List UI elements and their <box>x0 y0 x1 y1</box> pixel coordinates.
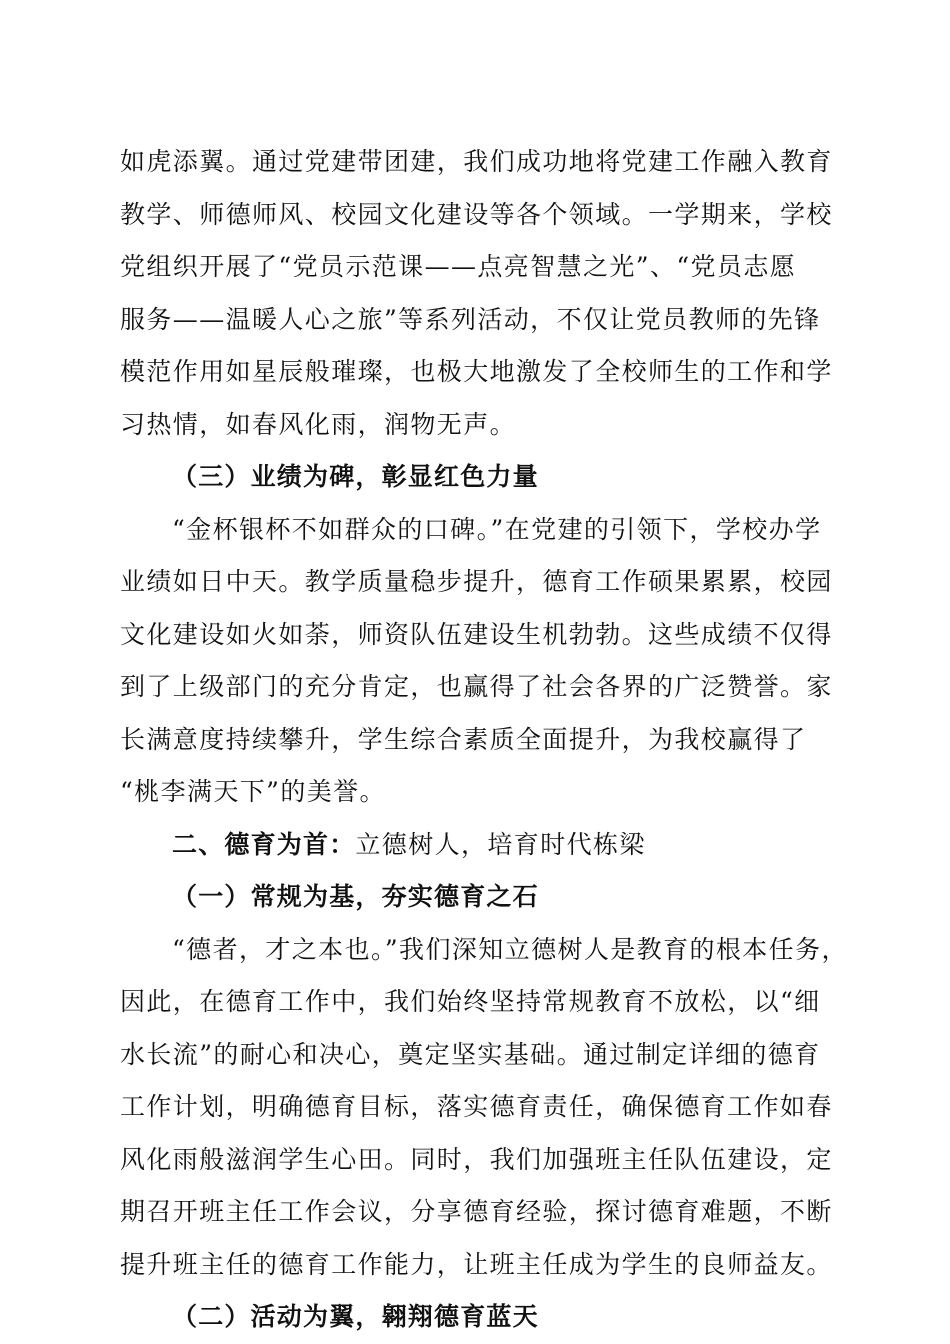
paragraph-party-activities <box>120 136 833 451</box>
text-line: 服务——温暖人心之旅”等系列活动，不仅让党员教师的先锋 <box>120 304 821 334</box>
text-line: 期召开班主任工作会议，分享德育经验，探讨德育难题，不断 <box>120 1197 833 1226</box>
text-line: 水长流”的耐心和决心，奠定坚实基础。通过制定详细的德育 <box>120 1039 821 1069</box>
subsection-heading-2-2: （二）活动为翼，翱翔德育蓝天 <box>172 1302 539 1331</box>
text-line: “桃李满天下”的美誉。 <box>120 777 386 806</box>
section-heading-2 <box>120 819 824 872</box>
text-line: 党组织开展了“党员示范课——点亮智慧之光”、“党员志愿 <box>120 252 797 281</box>
section-heading-prefix: 二、德育为首： <box>172 829 356 859</box>
text-line: 教学、师德师风、校园文化建设等各个领域。一学期来，学校 <box>120 199 833 229</box>
text-line: “金杯银杯不如群众的口碑。”在党建的引领下，学校办学 <box>172 514 822 544</box>
text-line: 习热情，如春风化雨，润物无声。 <box>120 409 517 439</box>
subsection-heading-2-1: （一）常规为基，夯实德育之石 <box>172 882 539 911</box>
document-body <box>120 136 848 1344</box>
paragraph-moral-education-routine <box>120 924 848 1292</box>
text-line: 到了上级部门的充分肯定，也赢得了社会各界的广泛赞誉。家 <box>120 672 833 701</box>
text-line: “德者，才之本也。”我们深知立德树人是教育的根本任务， <box>172 934 848 964</box>
text-line: 提升班主任的德育工作能力，让班主任成为学生的良师益友。 <box>120 1249 833 1279</box>
section-heading-rest: 立德树人，培育时代栋梁 <box>355 829 646 859</box>
text-line: 模范作用如星辰般璀璨，也极大地激发了全校师生的工作和学 <box>120 357 833 386</box>
text-line: 文化建设如火如荼，师资队伍建设生机勃勃。这些成绩不仅得 <box>120 619 833 649</box>
text-line: 业绩如日中天。教学质量稳步提升，德育工作硕果累累，校园 <box>120 567 833 596</box>
subsection-heading-3: （三）业绩为碑，彰显红色力量 <box>172 462 539 491</box>
text-line: 如虎添翼。通过党建带团建，我们成功地将党建工作融入教育 <box>120 147 833 176</box>
text-line: 因此，在德育工作中，我们始终坚持常规教育不放松，以“细 <box>120 987 821 1016</box>
text-line: 风化雨般滋润学生心田。同时，我们加强班主任队伍建设，定 <box>120 1144 833 1174</box>
text-line: 长满意度持续攀升，学生综合素质全面提升，为我校赢得了 <box>120 724 807 754</box>
text-line: 工作计划，明确德育目标，落实德育责任，确保德育工作如春 <box>120 1092 833 1121</box>
paragraph-achievements <box>120 504 833 819</box>
